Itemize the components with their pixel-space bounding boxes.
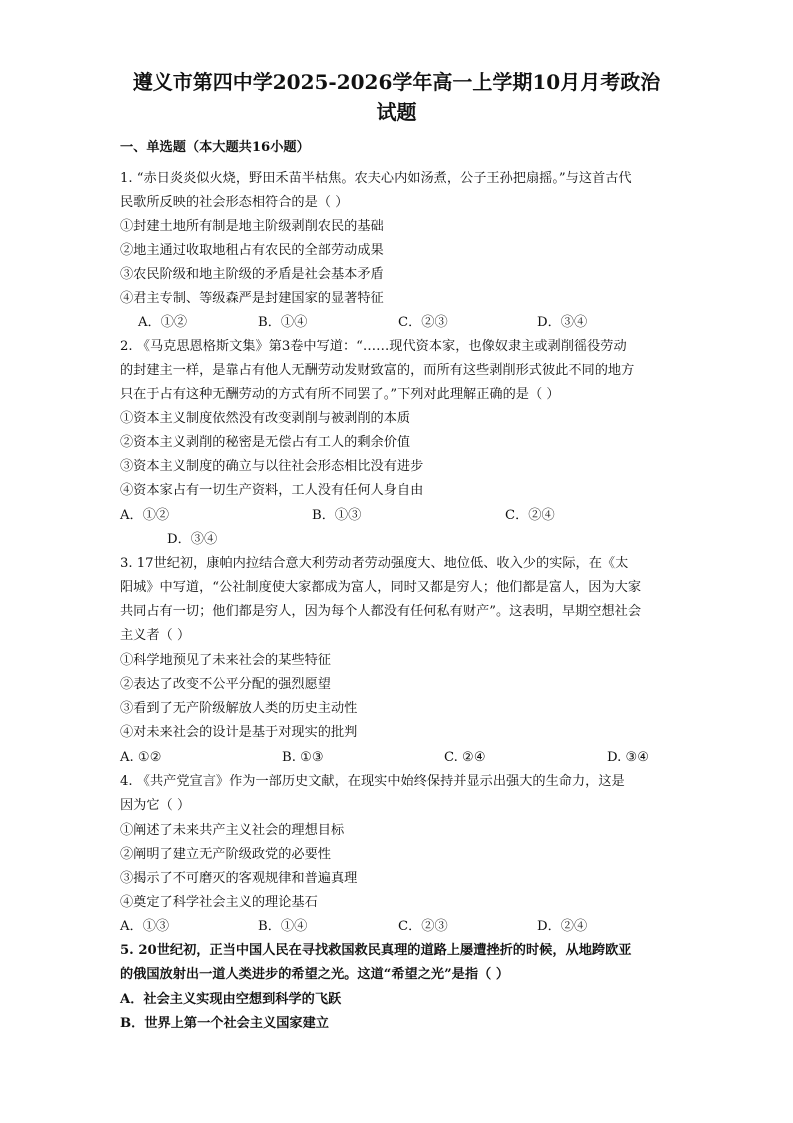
question-4-item: ①阐述了未来共产主义社会的理想目标 (120, 823, 345, 838)
question-2-item: ④资本家占有一切生产资料，工人没有任何人身自由 (120, 483, 424, 498)
question-3-item: ③看到了无产阶级解放人类的历史主动性 (120, 701, 358, 716)
question-2-option-b: B．①③ (312, 508, 362, 523)
question-5-stem-line: 5. 20世纪初，正当中国人民在寻找救国救民真理的道路上屡遭挫折的时候，从地跨欧亚 (120, 943, 632, 958)
question-1-item: ④君主专制、等级森严是封建国家的显著特征 (120, 291, 384, 306)
question-2-item: ②资本主义剥削的秘密是无偿占有工人的剩余价值 (120, 435, 411, 450)
question-3-option-a: A. ①② (120, 750, 162, 765)
question-3-stem-line: 3. 17世纪初，康帕内拉结合意大利劳动者劳动强度大、地位低、收入少的实际，在《太 (120, 556, 629, 571)
question-3-item: ①科学地预见了未来社会的某些特征 (120, 653, 331, 668)
question-2-option-a: A．①② (120, 508, 170, 523)
question-5-option-b: B．世界上第一个社会主义国家建立 (120, 1016, 329, 1031)
question-4-stem-line: 因为它（ ） (120, 798, 191, 813)
question-3-option-d: D. ③④ (607, 750, 650, 765)
question-1-item: ②地主通过收取地租占有农民的全部劳动成果 (120, 243, 384, 258)
question-4-item: ④奠定了科学社会主义的理论基石 (120, 895, 318, 910)
question-1-item: ③农民阶级和地主阶级的矛盾是社会基本矛盾 (120, 267, 384, 282)
question-1-option-d: D．③④ (537, 315, 588, 330)
question-4-option-b: B．①④ (258, 919, 308, 934)
question-4-option-d: D．②④ (537, 919, 588, 934)
page-title: 遵义市第四中学2025-2026学年高一上学期10月月考政治 (132, 70, 661, 94)
question-3-option-c: C. ②④ (444, 750, 486, 765)
question-3-item: ④对未来社会的设计是基于对现实的批判 (120, 725, 358, 740)
question-2-option-d: D．③④ (167, 532, 218, 547)
section-heading: 一、单选题（本大题共16小题） (120, 140, 310, 155)
question-1-item: ①封建土地所有制是地主阶级剥削农民的基础 (120, 219, 384, 234)
question-3-option-b: B. ①③ (282, 750, 324, 765)
question-4-option-a: A．①③ (120, 919, 170, 934)
question-3-stem-line: 共同占有一切；他们都是穷人，因为每个人都没有任何私有财产”。这表明，早期空想社会 (120, 604, 642, 619)
question-5-stem-line: 的俄国放射出一道人类进步的希望之光。这道“希望之光”是指（ ） (120, 967, 510, 982)
question-4-item: ②阐明了建立无产阶级政党的必要性 (120, 847, 331, 862)
question-2-item: ①资本主义制度依然没有改变剥削与被剥削的本质 (120, 411, 411, 426)
question-2-stem-line: 只在于占有这种无酬劳动的方式有所不同罢了。”下列对此理解正确的是（ ） (120, 387, 560, 402)
question-4-item: ③揭示了不可磨灭的客观规律和普遍真理 (120, 871, 358, 886)
question-1-option-b: B．①④ (258, 315, 308, 330)
question-3-item: ②表达了改变不公平分配的强烈愿望 (120, 677, 331, 692)
question-1-stem-line: 民歌所反映的社会形态相符合的是（ ） (120, 195, 349, 210)
question-2-item: ③资本主义制度的确立与以往社会形态相比没有进步 (120, 459, 424, 474)
question-3-stem-line: 阳城》中写道，“公社制度使大家都成为富人，同时又都是穷人；他们都是富人，因为大家 (120, 580, 642, 595)
question-2-stem-line: 的封建主一样，是靠占有他人无酬劳动发财致富的，而所有这些剥削形式彼此不同的地方 (120, 363, 635, 378)
question-4-option-c: C．②③ (398, 919, 448, 934)
question-2-option-c: C．②④ (505, 508, 555, 523)
page-title-continued: 试题 (376, 100, 417, 124)
question-5-option-a: A．社会主义实现由空想到科学的飞跃 (120, 992, 342, 1007)
question-3-stem-line: 主义者（ ） (120, 628, 191, 643)
question-2-stem-line: 2. 《马克思恩格斯文集》第3卷中写道：“……现代资本家，也像奴隶主或剥削徭役劳动 (120, 339, 627, 354)
question-1-option-c: C．②③ (398, 315, 448, 330)
question-1-option-a: A．①② (138, 315, 188, 330)
question-1-stem-line: 1. “赤日炎炎似火烧，野田禾苗半枯焦。农夫心内如汤煮，公子王孙把扇摇。”与这首古代 (120, 171, 632, 186)
question-4-stem-line: 4. 《共产党宣言》作为一部历史文献，在现实中始终保持并显示出强大的生命力，这是 (120, 774, 625, 789)
